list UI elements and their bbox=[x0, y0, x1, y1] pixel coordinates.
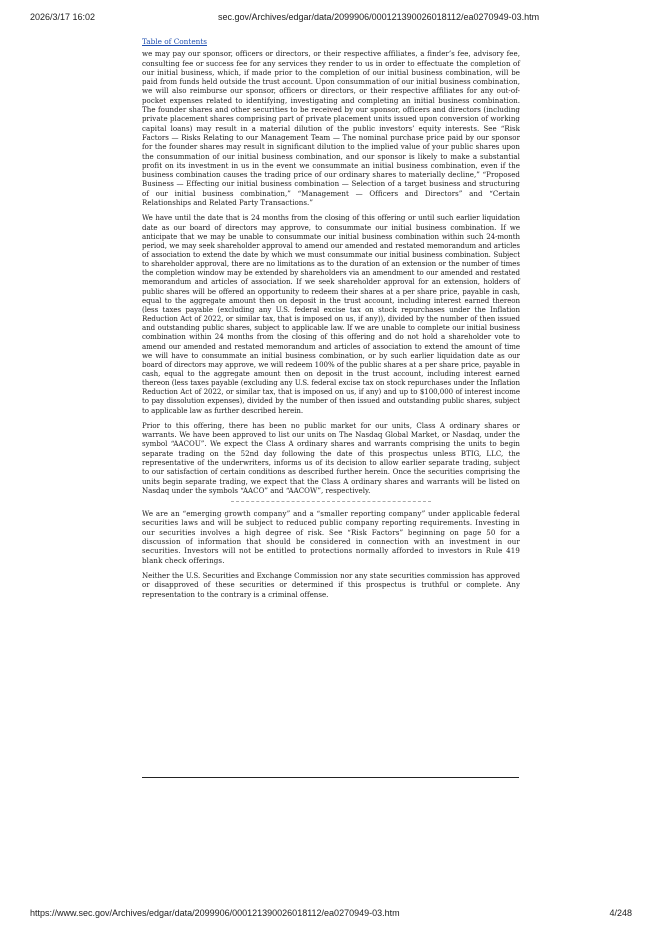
print-header-url: sec.gov/Archives/edgar/data/2099906/000121390026018112/ea0270949-03.htm bbox=[218, 12, 540, 22]
table-of-contents-link[interactable]: Table of Contents bbox=[142, 37, 208, 46]
paragraph-emerging-growth: We are an “emerging growth company” and a “smaller reporting company” under applicable federal securities laws and will be subject to reduced public company reporting requirements. Investing in our securities involves a high degree of risk. See “Risk Factors” beginning on page 50 for a discussion of information that should be considered in connection with an investment in our securities. Investors will not be entitled to protections normally afforded to investors in Rule 419 blank check offerings. bbox=[142, 509, 520, 565]
document-body bbox=[142, 37, 520, 605]
horizontal-rule bbox=[142, 777, 519, 778]
paragraph-sec-disclaimer: Neither the U.S. Securities and Exchange Commission nor any state securities commission has approved or disapproved of these securities or determined if this prospectus is truthful or complete. Any representation to the contrary is a criminal offense. bbox=[142, 570, 520, 599]
print-header bbox=[0, 12, 662, 26]
paragraph-compensation: we may pay our sponsor, officers or directors, or their respective affiliates, a finder’s fee, advisory fee, consulting fee or success fee for any services they render to us in order to effectuate the completion of our initial business, which, if made prior to the completion of our initial business combination, will be paid from funds held outside the trust account. Upon consummation of our initial business combination, we will also reimburse our sponsor, officers or directors, or their respective affiliates for any out-of-pocket expenses related to identifying, investigating and completing an initial business combination. The founder shares and other securities to be received by our sponsor, officers and directors (including private placement shares comprising part of private placement units issued upon conversion of working capital loans) may result in a material dilution of the public investors’ equity interests. See “Risk Factors — Risks Relating to our Management Team — The nominal purchase price paid by our sponsor for the founder shares may result in significant dilution to the implied value of your public shares upon the consummation of our initial business combination, and our sponsor is likely to make a substantial profit on its investment in us in the event we consummate an initial business combination, even if the business combination causes the trading price of our ordinary shares to materially decline,” “Proposed Business — Effecting our initial business combination — Selection of a target business and structuring of our initial business combination,” “Management — Officers and Directors” and “Certain Relationships and Related Party Transactions.” bbox=[142, 49, 520, 208]
paragraph-listing: Prior to this offering, there has been no public market for our units, Class A ordinary shares or warrants. We have been approved to list our units on The Nasdaq Global Market, or Nasdaq, under the symbol “AACOU”. We expect the Class A ordinary shares and warrants comprising the units to begin separate trading on the 52nd day following the date of this prospectus unless BTIG, LLC, the representative of the underwriters, informs us of its decision to allow earlier separate trading, subject to our satisfaction of certain conditions as described further herein. Once the securities comprising the units begin separate trading, we expect that the Class A ordinary shares and warrants will be listed on Nasdaq under the symbols “AACO” and “AACOW”, respectively. bbox=[142, 420, 520, 495]
section-divider bbox=[231, 501, 431, 502]
paragraph-deadline: We have until the date that is 24 months from the closing of this offering or until such earlier liquidation date as our board of directors may approve, to consummate our initial business combination. If we anticipate that we may be unable to consummate our initial business combination within such 24-month period, we may seek shareholder approval to amend our amended and restated memorandum and articles of association to extend the date by which we must consummate our initial business combination. Subject to shareholder approval, there are no limitations as to the duration of an extension or the number of times the completion window may be extended by shareholders via an amendment to our amended and restated memorandum and articles of association. If we seek shareholder approval for an extension, holders of public shares will be offered an opportunity to redeem their shares at a per share price, payable in cash, equal to the aggregate amount then on deposit in the trust account, including interest earned thereon (less taxes payable (excluding any U.S. federal excise tax on stock repurchases under the Inflation Reduction Act of 2022, or similar tax, that is imposed on us, if any)), divided by the number of then issued and outstanding public shares, subject to applicable law. If we are unable to complete our initial business combination within 24 months from the closing of this offering and do not hold a shareholder vote to amend our amended and restated memorandum and articles of association to extend the amount of time we will have to consummate an initial business combination, or by such earlier liquidation date as our board of directors may approve, we will redeem 100% of the public shares at a per share price, payable in cash, equal to the aggregate amount then on deposit in the trust account, including interest earned thereon (less taxes payable (excluding any U.S. federal excise tax on stock repurchases under the Inflation Reduction Act of 2022, or similar tax, that is imposed on us, if any) and up to $100,000 of interest income to pay dissolution expenses), divided by the number of then issued and outstanding public shares, subject to applicable law as further described herein. bbox=[142, 213, 520, 415]
print-datetime: 2026/3/17 16:02 bbox=[30, 12, 96, 22]
page-number: 4/248 bbox=[609, 908, 632, 918]
print-footer-url: https://www.sec.gov/Archives/edgar/data/2099906/000121390026018112/ea0270949-03.htm bbox=[30, 908, 400, 918]
print-footer bbox=[0, 908, 662, 922]
